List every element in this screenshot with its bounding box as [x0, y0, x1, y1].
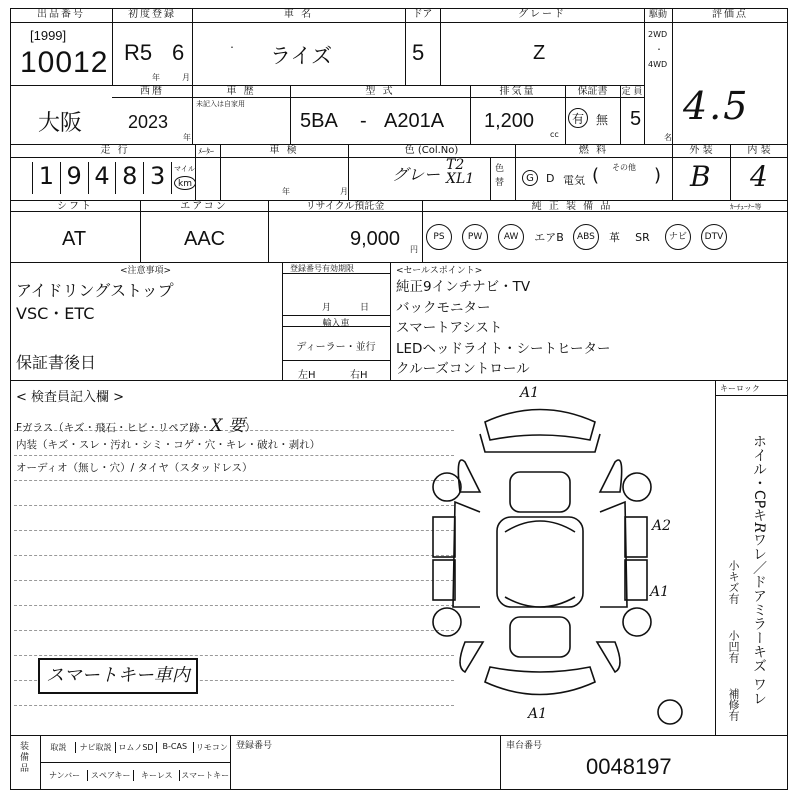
divider [10, 735, 788, 736]
footer-item-smart-key: スマートキー [181, 771, 230, 780]
reg-expiry-label: 登録番号有効期限 [290, 264, 354, 273]
equipment-ps: PS [426, 224, 452, 250]
western-year: 2023 [128, 112, 169, 132]
color-code: T2 XL1 [446, 157, 475, 187]
equipment-dtv: DTV [701, 224, 727, 250]
equipment-navi: ナビ [665, 224, 691, 250]
rear-right-wheel-shape [623, 608, 651, 636]
displacement-value: 1,200 [484, 110, 535, 132]
front-right-wheel-shape [623, 473, 651, 501]
car-name-dot: ・ [228, 43, 236, 52]
side-note-main [744, 434, 766, 705]
side-note-circled: R [751, 522, 767, 533]
fuel-open-paren: ( [592, 165, 600, 186]
footer-item-rom-sd: ロムノSD [116, 742, 156, 753]
doors-label: ドア [412, 9, 433, 20]
displacement-label: 排気量 [499, 86, 536, 97]
footer-item-spare-key: スペアキー [88, 770, 134, 781]
notes-line: アイドリングストップ [16, 281, 174, 300]
import-label: 輸入車 [322, 319, 350, 329]
notes-label: <注意事項> [120, 266, 172, 276]
footer-item-keyless: キーレス [134, 770, 180, 781]
year-unit: 年 [152, 73, 160, 82]
reg-expiry-month-unit: 月 [322, 303, 332, 313]
windshield-mark: X 要 [210, 416, 245, 436]
fuel-label: 燃 料 [578, 145, 609, 156]
drive-2wd: 2WD [648, 30, 668, 39]
front-left-wheel-shape [433, 473, 461, 501]
mileage-digit: 4 [88, 162, 116, 194]
drive-dot: ・ [655, 45, 663, 54]
side-note-small-scratch: 小キズ有 [727, 560, 740, 604]
color-name: グレー [392, 165, 441, 184]
divider [715, 395, 788, 396]
divider [282, 360, 390, 361]
model-label: 型 式 [365, 86, 395, 97]
location: 大阪 [38, 111, 83, 136]
first-reg-era: R5 [124, 40, 153, 65]
smart-key-stamp: スマートキー車内 [38, 658, 198, 694]
mark-front: A1 [520, 385, 540, 401]
import-type: ディーラー・並行 [296, 342, 376, 353]
fuel-gasoline: G [522, 170, 538, 186]
lot-number: 10012 [20, 46, 109, 79]
fuel-other: その他 [612, 163, 636, 172]
right-doors-shape [600, 502, 627, 607]
mileage-label: 走 行 [100, 145, 130, 156]
divider [230, 735, 231, 790]
inspection-year-unit: 年 [282, 187, 290, 196]
footer-label: 装備品 [20, 742, 30, 774]
interior-grade: 4 [750, 160, 768, 193]
reg-expiry-day-unit: 日 [360, 303, 370, 313]
recycle-label: リサイクル預託金 [305, 201, 385, 212]
meter-label: ﾒｰﾀｰ [198, 147, 214, 156]
left-door-front-shape [433, 517, 455, 557]
front-edge-shape [480, 434, 600, 452]
inspection-line-windshield [16, 411, 255, 436]
key-lock-label: キーロック [720, 384, 760, 393]
tuner-label: ｶｰﾁｭｰﾅｰ等 [730, 203, 762, 211]
windshield-shape [505, 521, 575, 532]
western-year-unit: 年 [183, 133, 191, 142]
displacement-unit: cc [550, 130, 559, 139]
left-door-rear-shape [433, 560, 455, 600]
exterior-label: 外 装 [689, 145, 713, 156]
divider [40, 762, 230, 763]
divider [644, 8, 645, 145]
score-label: 評価点 [712, 9, 748, 20]
right-front-fender-shape [600, 460, 622, 492]
mileage-digit: 8 [115, 162, 143, 194]
history-label: 車 歴 [226, 86, 256, 97]
mark-right-rear: A1 [650, 584, 670, 600]
windshield-text: Fガラス（キズ・飛石・ヒビ・リペア跡・ [16, 422, 211, 434]
doors-value: 5 [412, 40, 425, 65]
footer-item-manual: 取説 [42, 742, 76, 753]
shift-value: AT [62, 228, 87, 250]
footer-item-navi-manual: ナビ取説 [76, 742, 116, 753]
import-right: 右H [350, 370, 368, 381]
footer-chassis-number: 0048197 [586, 754, 672, 779]
rear-bumper-shape [485, 667, 595, 695]
model-dash: - [360, 110, 367, 132]
warranty-yes: 有 [568, 108, 588, 128]
lot-sub: [1999] [30, 28, 67, 43]
sales-point: スマートアシスト [396, 320, 503, 336]
lot-label: 出品番号 [37, 9, 85, 20]
divider [672, 8, 673, 145]
spare-wheel-shape [658, 700, 682, 724]
trunk-shape [510, 617, 570, 657]
equipment-label: 純 正 装 備 品 [531, 201, 613, 212]
divider [715, 380, 716, 735]
drive-4wd: 4WD [648, 60, 668, 69]
divider [390, 262, 391, 380]
car-name-label: 車 名 [283, 9, 314, 20]
inspection-line-audio: オーディオ（無し・穴）/ タイヤ（スタッドレス） [16, 462, 253, 474]
notes-line: VSC・ETC [16, 304, 95, 323]
shift-label: シフト [57, 201, 93, 212]
mark-right-door: A2 [652, 518, 672, 534]
model-prefix: 5BA [300, 110, 338, 132]
color-sub-label: 色替 [495, 164, 505, 188]
right-door-rear-shape [625, 560, 647, 600]
rear-window-shape [505, 597, 575, 607]
footer-item-remote: リモコン [195, 743, 228, 752]
sales-point: クルーズコントロール [396, 361, 530, 377]
mileage-digits [32, 162, 172, 194]
mileage-digit: 3 [143, 162, 172, 194]
footer-items-row1 [42, 742, 230, 753]
divider [490, 157, 491, 200]
grade-value: Z [533, 42, 546, 64]
windshield-suffix: ） [244, 422, 256, 434]
equipment-abs: ABS [573, 224, 599, 250]
mileage-digit: 1 [32, 162, 60, 194]
score-value: 4.5 [683, 84, 750, 128]
sales-points-label: <セールスポイント> [396, 266, 483, 276]
color-label: 色 (Col.No) [404, 145, 459, 156]
mark-rear: A1 [528, 706, 548, 722]
month-unit: 月 [182, 73, 190, 82]
fuel-electric: 電気 [563, 174, 585, 187]
capacity-label: 定 員 [621, 87, 643, 97]
side-note-repair: 補修有 [727, 688, 740, 721]
footer-items-row2 [42, 770, 230, 781]
history-note: 未記入は自家用 [196, 100, 245, 108]
sales-point: LEDヘッドライト・シートヒーター [396, 340, 611, 357]
car-name: ライズ [270, 44, 333, 68]
right-rear-fender-shape [597, 642, 620, 672]
notes-line: 保証書後日 [16, 353, 97, 372]
equipment-list [426, 224, 788, 252]
side-note-text: ホイル・CPキ [751, 434, 767, 523]
sales-points-list [396, 277, 611, 380]
equipment-aw: AW [498, 224, 524, 250]
car-diagram [425, 392, 695, 727]
equipment-airbag: エアB [534, 231, 564, 244]
inspection-label: 車 検 [269, 145, 299, 156]
exterior-grade: B [690, 160, 711, 193]
ac-label: エアコン [180, 201, 228, 212]
side-note-small-dent: 小凹有 [727, 630, 740, 663]
mileage-unit-mile: マイル [174, 165, 195, 173]
inspection-line-interior: 内装（キズ・スレ・汚れ・シミ・コゲ・穴・キレ・破れ・剥れ） [16, 439, 321, 451]
inspection-title: < 検査員記入欄 > [16, 390, 125, 405]
warranty-label: 保証書 [577, 86, 608, 97]
mileage-unit-km: km [174, 176, 196, 190]
equipment-pw: PW [462, 224, 488, 250]
side-note-text-2: ワレ／ドアミラーキズ ワレ [751, 532, 767, 706]
rear-left-wheel-shape [433, 608, 461, 636]
first-reg-month: 6 [172, 40, 185, 65]
right-door-front-shape [625, 517, 647, 557]
recycle-amount: 9,000 [350, 228, 401, 250]
model-code: A201A [384, 110, 445, 132]
footer-item-bcas: B-CAS [157, 742, 194, 753]
left-rear-fender-shape [460, 642, 483, 672]
hood-shape [510, 472, 570, 512]
equipment-sunroof: SR [635, 230, 650, 244]
divider [500, 735, 501, 790]
left-doors-shape [453, 502, 480, 607]
drive-label: 駆動 [648, 10, 667, 20]
sales-point: バックモニター [396, 299, 491, 316]
capacity-unit: 名 [664, 133, 672, 142]
front-bumper-shape [485, 410, 595, 441]
sales-point: 純正9インチナビ・TV [396, 279, 531, 295]
interior-label: 内 装 [747, 145, 771, 156]
footer-reg-label: 登録番号 [236, 741, 273, 751]
western-label: 西暦 [140, 86, 164, 97]
fuel-diesel: D [546, 172, 555, 185]
fuel-close-paren: ) [654, 165, 662, 186]
divider [10, 380, 788, 381]
warranty-no: 無 [596, 113, 609, 127]
import-left: 左H [298, 370, 316, 381]
inspection-month-unit: 月 [340, 187, 348, 196]
recycle-unit: 円 [410, 245, 418, 254]
capacity-value: 5 [630, 108, 642, 130]
equipment-leather: 革 [609, 231, 621, 244]
mileage-digit: 9 [60, 162, 88, 194]
grade-label: グレード [518, 9, 566, 20]
first-reg-label: 初度登録 [128, 9, 176, 20]
footer-item-plate: ナンバー [42, 770, 88, 781]
footer-chassis-label: 車台番号 [506, 741, 543, 751]
ac-value: AAC [184, 228, 226, 250]
roof-shape [497, 517, 583, 607]
